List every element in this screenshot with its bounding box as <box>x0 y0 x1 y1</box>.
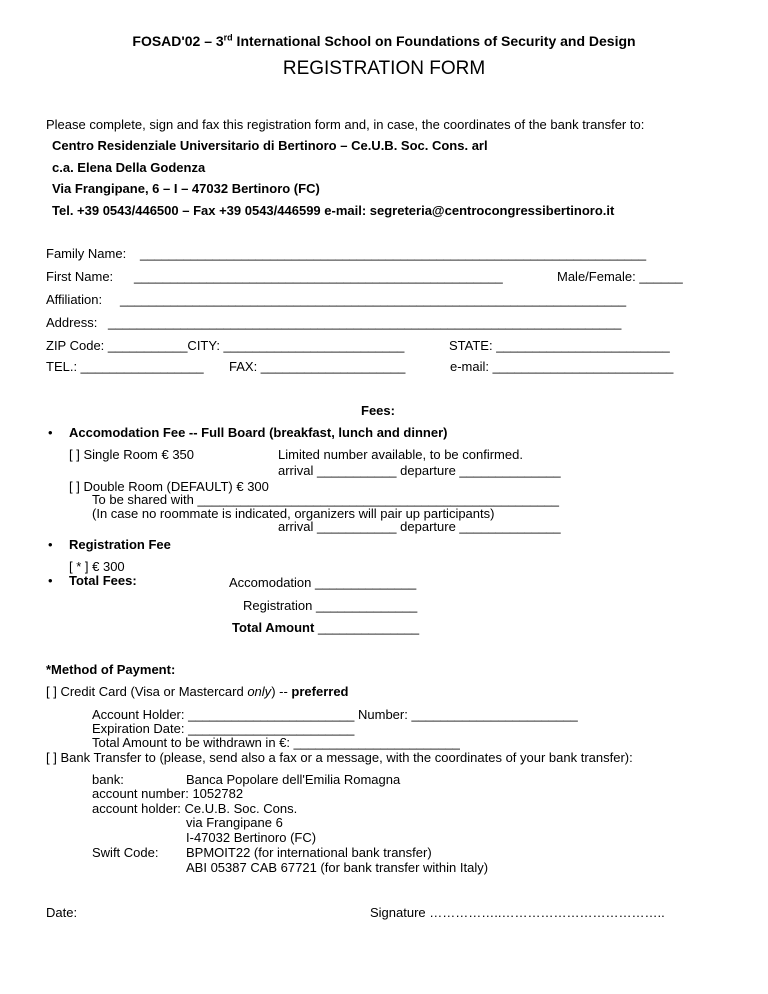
accommodation-title: Accomodation Fee -- Full Board (breakfast, lunch and dinner) <box>69 425 448 440</box>
bank-name: Banca Popolare dell'Emilia Romagna <box>186 772 401 787</box>
bullet-icon: • <box>48 573 53 588</box>
total-amount-field[interactable]: Total Amount ______________ <box>232 620 420 635</box>
bank-account-holder: account holder: Ce.U.B. Soc. Cons. <box>92 801 298 816</box>
zip-city-field[interactable]: ZIP Code: ___________CITY: _________________________ <box>46 338 405 353</box>
first-name-label: First Name: <box>46 269 114 284</box>
pair-note: (In case no roommate is indicated, organizers will pair up participants) <box>92 506 495 521</box>
bank-transfer-option[interactable]: [ ] Bank Transfer to (please, send also a fax or a message, with the coordinates of your bank transfer): <box>46 750 633 765</box>
payment-heading: *Method of Payment: <box>46 662 176 677</box>
total-fees-title: Total Fees: <box>69 573 137 588</box>
form-title: REGISTRATION FORM <box>282 58 486 79</box>
shared-with-field[interactable]: To be shared with __________________________________________________ <box>92 492 560 507</box>
swift-code: BPMOIT22 (for international bank transfer) <box>186 845 432 860</box>
date-label: Date: <box>46 905 78 920</box>
bullet-icon: • <box>48 425 53 440</box>
abi-cab: ABI 05387 CAB 67721 (for bank transfer within Italy) <box>186 860 489 875</box>
arrival-departure-double[interactable]: arrival ___________ departure ______________ <box>278 519 561 534</box>
fees-heading: Fees: <box>361 403 395 418</box>
registration-total-field[interactable]: Registration ______________ <box>243 598 418 613</box>
credit-card-option[interactable]: [ ] Credit Card (Visa or Mastercard only) -- preferred <box>46 684 349 699</box>
intro-text: Please complete, sign and fax this registration form and, in case, the coordinates of the bank transfer to: <box>46 117 645 132</box>
affiliation-line[interactable]: ______________________________________________________________________ <box>120 292 627 307</box>
affiliation-label: Affiliation: <box>46 292 103 307</box>
bank-address-1: via Frangipane 6 <box>186 815 283 830</box>
fax-field[interactable]: FAX: ____________________ <box>229 359 406 374</box>
bank-address-2: I-47032 Bertinoro (FC) <box>186 830 317 845</box>
email-field[interactable]: e-mail: _________________________ <box>450 359 674 374</box>
address-line: c.a. Elena Della Godenza <box>52 160 206 175</box>
registration-fee-option[interactable]: [ * ] € 300 <box>69 559 125 574</box>
first-name-line[interactable]: ___________________________________________________ <box>134 269 503 284</box>
family-name-label: Family Name: <box>46 246 127 261</box>
male-female-field[interactable]: Male/Female: ______ <box>557 269 683 284</box>
state-field[interactable]: STATE: ________________________ <box>449 338 670 353</box>
signature-field[interactable]: Signature ……………..……………………………….. <box>370 905 665 920</box>
bullet-icon: • <box>48 537 53 552</box>
registration-fee-title: Registration Fee <box>69 537 171 552</box>
total-withdrawn-field[interactable]: Total Amount to be withdrawn in €: _______________________ <box>92 735 460 750</box>
school-title: FOSAD'02 – 3rd International School on Foundations of Security and Design <box>132 32 636 49</box>
expiration-date-field[interactable]: Expiration Date: _______________________ <box>92 721 355 736</box>
address-line: Centro Residenziale Universitario di Bertinoro – Ce.U.B. Soc. Cons. arl <box>52 138 488 153</box>
tel-field[interactable]: TEL.: _________________ <box>46 359 204 374</box>
limited-note: Limited number available, to be confirmed. <box>278 447 523 462</box>
double-room-option[interactable]: [ ] Double Room (DEFAULT) € 300 <box>69 479 269 494</box>
accommodation-total-field[interactable]: Accomodation ______________ <box>229 575 417 590</box>
single-room-option[interactable]: [ ] Single Room € 350 <box>69 447 195 462</box>
address-field-line[interactable]: _______________________________________________________________________ <box>108 315 622 330</box>
bank-label: bank: <box>92 772 124 787</box>
address-line: Tel. +39 0543/446500 – Fax +39 0543/446599 e-mail: segreteria@centrocongressibertinoro.it <box>52 203 615 218</box>
address-label: Address: <box>46 315 98 330</box>
swift-label: Swift Code: <box>92 845 159 860</box>
account-number: account number: 1052782 <box>92 786 244 801</box>
family-name-line[interactable]: ______________________________________________________________________ <box>140 246 647 261</box>
account-holder-field[interactable]: Account Holder: _______________________ Number: _______________________ <box>92 707 578 722</box>
address-line: Via Frangipane, 6 – I – 47032 Bertinoro (FC) <box>52 181 320 196</box>
arrival-departure-single[interactable]: arrival ___________ departure ______________ <box>278 463 561 478</box>
